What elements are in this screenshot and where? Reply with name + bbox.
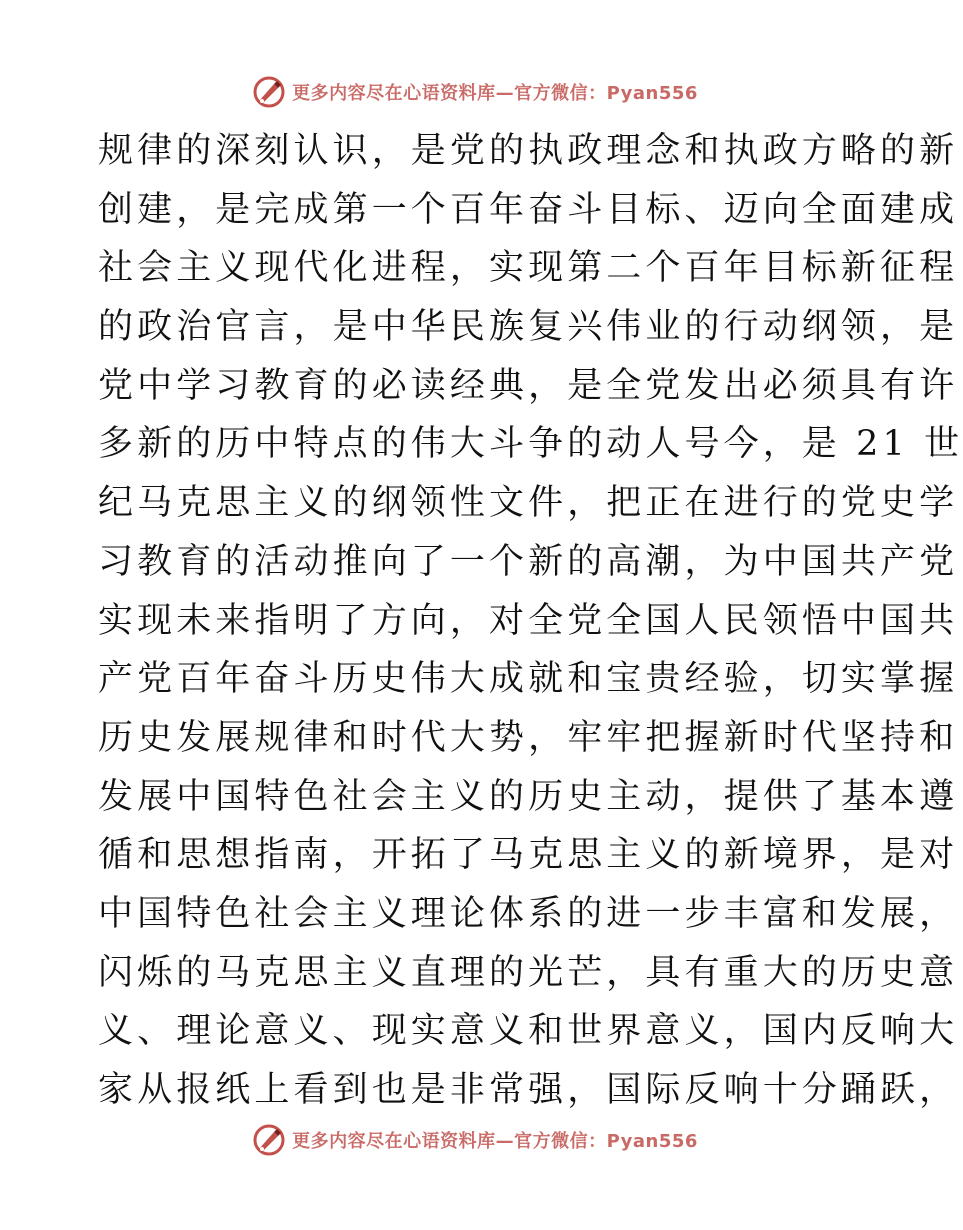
text-line: 规律的深刻认识，是党的执政理念和执政方略的新 xyxy=(98,131,959,171)
text-line: 历史发展规律和时代大势，牢牢把握新时代坚持和 xyxy=(98,717,959,758)
text-line: 闪烁的马克思主义直理的光芒，具有重大的历史意 xyxy=(98,952,959,993)
text-line: 中国特色社会主义理论体系的进一步丰富和发展， xyxy=(98,893,959,934)
text-line: 党中学习教育的必读经典，是全党发出必须具有许 xyxy=(98,365,959,406)
text-line: 产党百年奋斗历史伟大成就和宝贵经验，切实掌握 xyxy=(98,659,959,700)
text-line: 多新的历中特点的伟大斗争的动人号今，是 21 世 xyxy=(98,424,963,465)
header-watermark-banner xyxy=(0,72,950,112)
footer-watermark-banner xyxy=(0,1120,950,1160)
text-line: 社会主义现代化进程，实现第二个百年目标新征程 xyxy=(98,248,959,289)
document-body xyxy=(98,122,963,1120)
text-line: 的政治官言，是中华民族复兴伟业的行动纲领，是 xyxy=(98,307,959,348)
text-line: 家从报纸上看到也是非常强，国际反响十分踊跃， xyxy=(98,1070,959,1110)
text-line: 习教育的活动推向了一个新的高潮，为中国共产党 xyxy=(98,541,959,582)
text-line: 创建，是完成第一个百年奋斗目标、迈向全面建成 xyxy=(98,189,959,230)
text-line: 实现未来指明了方向，对全党全国人民领悟中国共 xyxy=(98,600,959,641)
text-line: 循和思想指南，开拓了马克思主义的新境界，是对 xyxy=(98,835,959,876)
text-line: 纪马克思主义的纲领性文件，把正在进行的党史学 xyxy=(98,483,959,524)
text-line: 发展中国特色社会主义的历史主动，提供了基本遵 xyxy=(98,776,959,817)
text-line: 义、理论意义、现实意义和世界意义，国内反响大 xyxy=(98,1011,959,1052)
pen-circle-logo-icon xyxy=(252,75,286,109)
footer-banner-text: 更多内容尽在心语资料库—官方微信：Pyan556 xyxy=(292,1131,698,1152)
header-banner-text: 更多内容尽在心语资料库—官方微信：Pyan556 xyxy=(292,83,698,104)
pen-circle-logo-icon xyxy=(252,1123,286,1157)
